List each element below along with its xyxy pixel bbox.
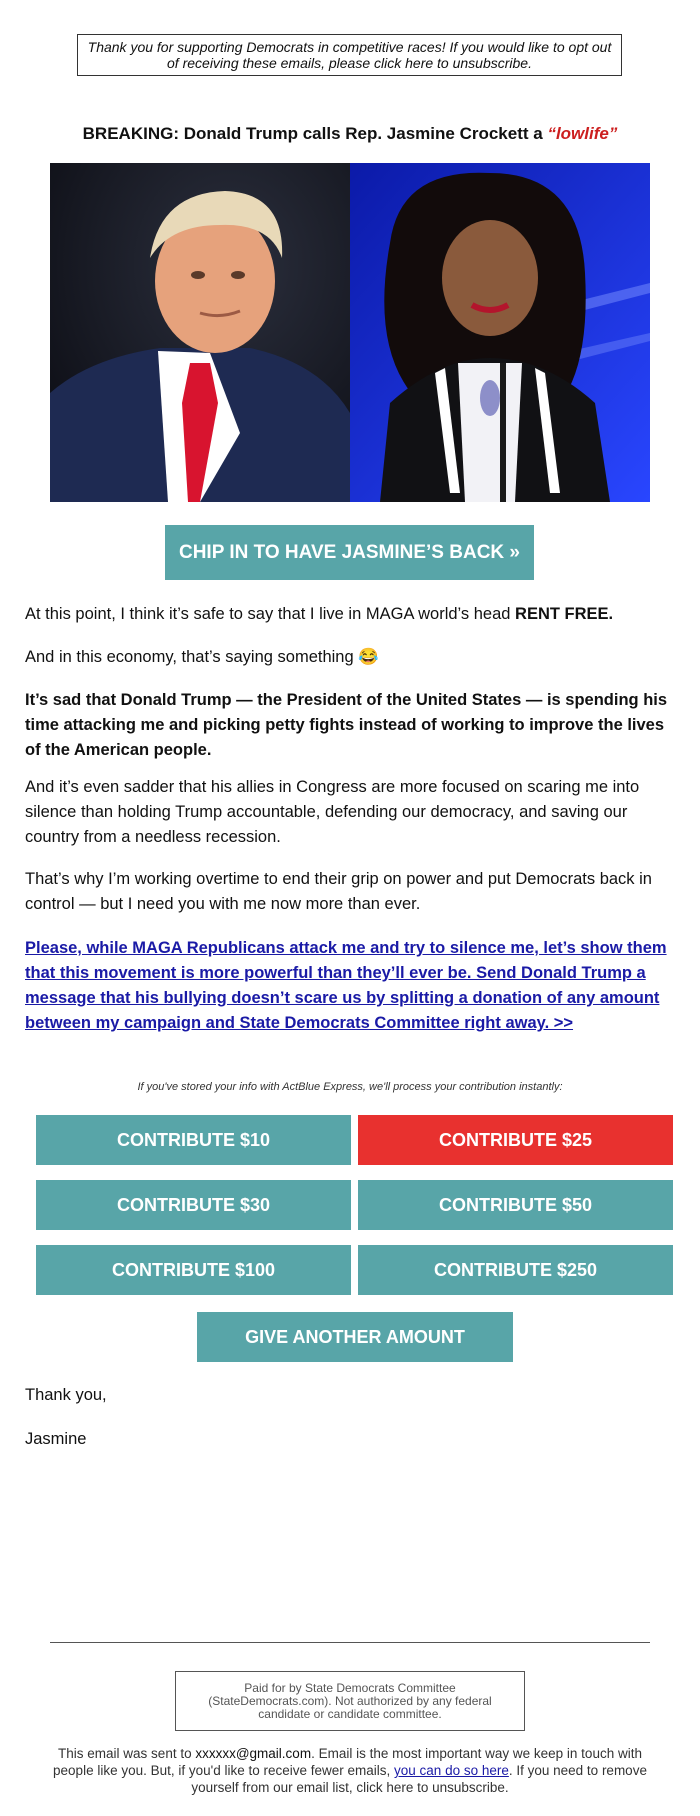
give-another-amount-button[interactable]: GIVE ANOTHER AMOUNT — [197, 1312, 513, 1362]
donation-link[interactable]: Please, while MAGA Republicans attack me and try to silence me, let’s show them that this movement is more powerful than they’ll ever be. Send Donald Trump a message that his bullying doesn’t scare us by splitting a donation of any amount between my campaign and State Democrats Committee right away. >> — [25, 939, 667, 1032]
hero-image[interactable] — [50, 163, 650, 502]
contribute-30-button[interactable]: CONTRIBUTE $30 — [36, 1180, 351, 1230]
signoff-thanks: Thank you, — [25, 1386, 107, 1404]
paragraph-2: And in this economy, that’s saying something 😂 — [25, 648, 379, 666]
headline-prefix: BREAKING: Donald Trump calls Rep. Jasmine Crockett a — [82, 124, 548, 143]
footer-divider — [50, 1642, 650, 1643]
contribute-250-button[interactable]: CONTRIBUTE $250 — [358, 1245, 673, 1295]
paragraph-1 — [25, 602, 675, 627]
contribute-25-button[interactable]: CONTRIBUTE $25 — [358, 1115, 673, 1165]
footer-pre: This email was sent to — [58, 1746, 196, 1761]
paragraph-3: It’s sad that Donald Trump — the President of the United States — is spending his time attacking me and picking petty fights instead of working to improve the lives of the American people. — [25, 691, 668, 759]
fewer-emails-link[interactable]: you can do so here — [394, 1763, 509, 1778]
footer-text — [45, 1745, 655, 1796]
rent-free-text: RENT FREE. — [515, 605, 614, 623]
paragraph-5: That’s why I’m working overtime to end their grip on power and put Democrats back in control — but I need you with me now more than ever. — [25, 870, 652, 913]
contribute-10-button[interactable]: CONTRIBUTE $10 — [36, 1115, 351, 1165]
paragraph-4: And it’s even sadder that his allies in Congress are more focused on scaring me into silence than holding Trump accountable, defending our democracy, and saving our country from a needless recession. — [25, 778, 640, 846]
photo-left — [50, 163, 350, 502]
contribute-100-button[interactable]: CONTRIBUTE $100 — [36, 1245, 351, 1295]
footer-mid: . Email is the most important way we keep in touch with people like you. But, if you'd like to receive fewer emails, — [53, 1746, 642, 1778]
photo-right — [350, 163, 650, 502]
chip-in-button[interactable]: CHIP IN TO HAVE JASMINE’S BACK » — [165, 525, 534, 580]
unsubscribe-notice[interactable]: Thank you for supporting Democrats in competitive races! If you would like to opt out of receiving these emails, please click here to unsubscribe. — [77, 34, 622, 76]
actblue-express-note: If you've stored your info with ActBlue Express, we'll process your contribution instantly: — [137, 1081, 563, 1093]
signoff-name: Jasmine — [25, 1430, 87, 1448]
footer-post[interactable]: . If you need to remove yourself from our email list, click here to unsubscribe. — [191, 1763, 647, 1795]
headline — [0, 124, 700, 144]
paid-for-disclaimer: Paid for by State Democrats Committee (StateDemocrats.com). Not authorized by any federal candidate or candidate committee. — [175, 1671, 525, 1731]
headline-accent: “lowlife” — [547, 124, 618, 143]
paragraph-1-text: At this point, I think it’s safe to say that I live in MAGA world’s head — [25, 605, 516, 623]
contribute-50-button[interactable]: CONTRIBUTE $50 — [358, 1180, 673, 1230]
footer-email: xxxxxx@gmail.com — [195, 1746, 312, 1761]
